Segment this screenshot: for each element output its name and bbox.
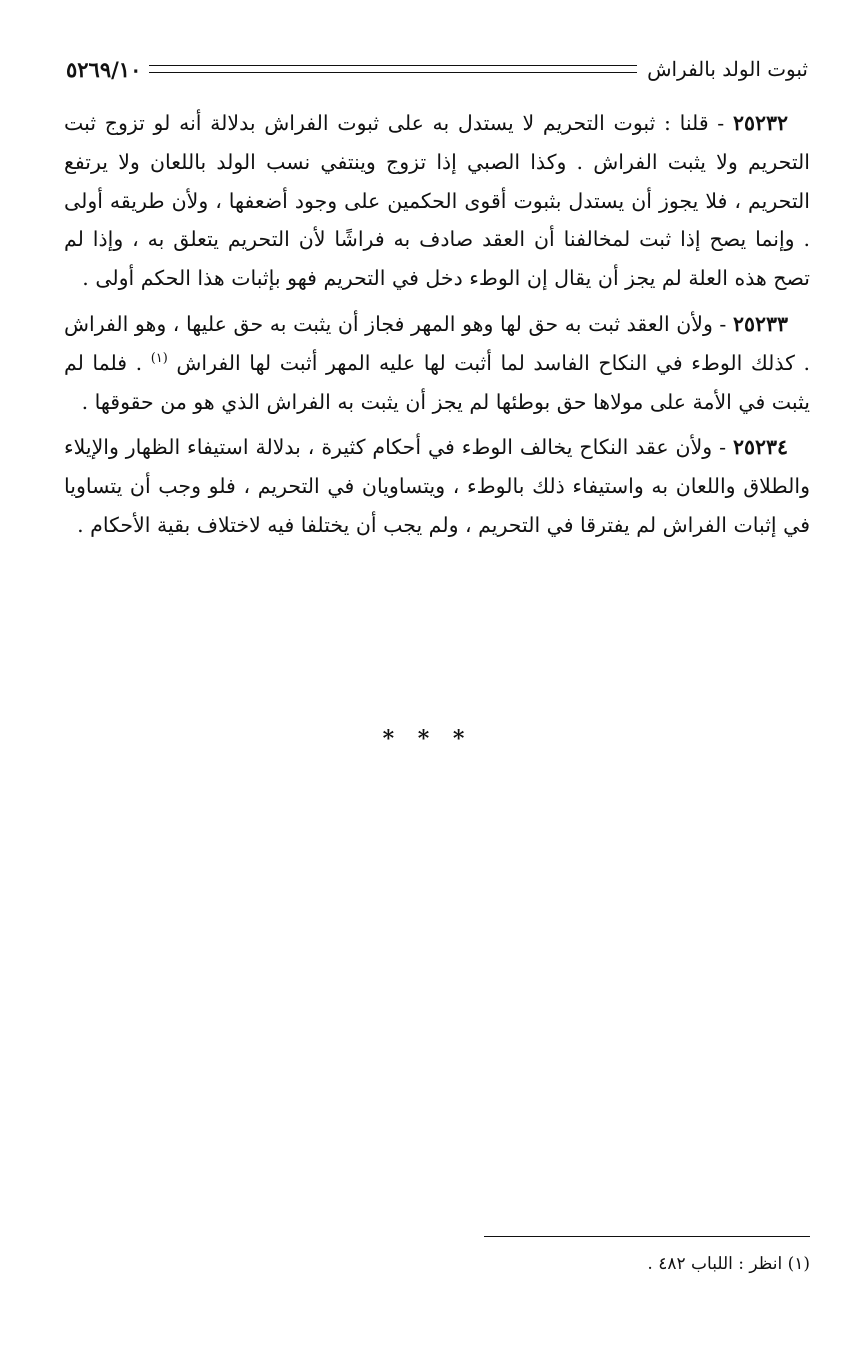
header-double-rule bbox=[149, 65, 637, 73]
running-header bbox=[66, 52, 808, 86]
paragraph-25232 bbox=[64, 104, 810, 298]
paragraph-number: ٢٥٢٣٤ bbox=[732, 435, 788, 460]
paragraph-25234 bbox=[64, 428, 810, 544]
paragraph-text: - ولأن العقد ثبت به حق لها وهو المهر فجاز أن يثبت به حق عليها ، وهو الفراش . كذلك الوطء في النكاح الفاسد لما أثبت لها عليه المهر أثبت لها الفراش bbox=[64, 311, 810, 375]
paragraph-text-continued: . فلما لم يثبت في الأمة على مولاها حق بوطئها لم يجز أن يثبت به الفراش الذي هو من حقوقها . bbox=[64, 350, 810, 414]
paragraph-number: ٢٥٢٣٢ bbox=[732, 111, 788, 135]
paragraph-number: ٢٥٢٣٣ bbox=[732, 311, 788, 336]
footnote-marker[interactable]: (١) bbox=[150, 350, 168, 366]
footnote-1: (١) انظر : اللباب ٤٨٢ . bbox=[647, 1254, 810, 1274]
header-volume-page: ٥٢٦٩/١٠ bbox=[66, 56, 142, 82]
footnote-rule bbox=[484, 1236, 810, 1237]
paragraph-text: - ولأن عقد النكاح يخالف الوطء في أحكام كثيرة ، بدلالة استيفاء الظهار والإيلاء والطلاق واللعان به واستيفاء ذلك بالوطء ، ويتساويان في التحريم ، فلو وجب أن يتساويا في إثبات الفراش لم يفترقا في التحريم ، ولم يجب أن يختلفا فيه لاختلاف بقية الأحكام . bbox=[64, 435, 810, 537]
section-separator: * * * bbox=[382, 726, 473, 752]
paragraph-text: - قلنا : ثبوت التحريم لا يستدل به على ثبوت الفراش بدلالة أنه لو تزوج ثبت التحريم ولا يثبت الفراش . وكذا الصبي إذا تزوج وينتفي نسب الولد باللعان ولا يرتفع التحريم ، فلا يجوز أن يستدل بثبوت أقوى الحكمين على وجود أضعفها ، ولأن طريقه أولى . وإنما يصح إذا ثبت لمخالفنا أن العقد صادف به فراشًا لأن التحريم يتعلق به ، وإذا لم تصح هذه العلة لم يجز أن يقال إن الوطء دخل في التحريم فهو بإثبات هذا الحكم أولى . bbox=[64, 111, 810, 291]
main-text bbox=[64, 104, 810, 552]
paragraph-25233 bbox=[64, 305, 810, 421]
header-title: ثبوت الولد بالفراش bbox=[647, 57, 808, 81]
